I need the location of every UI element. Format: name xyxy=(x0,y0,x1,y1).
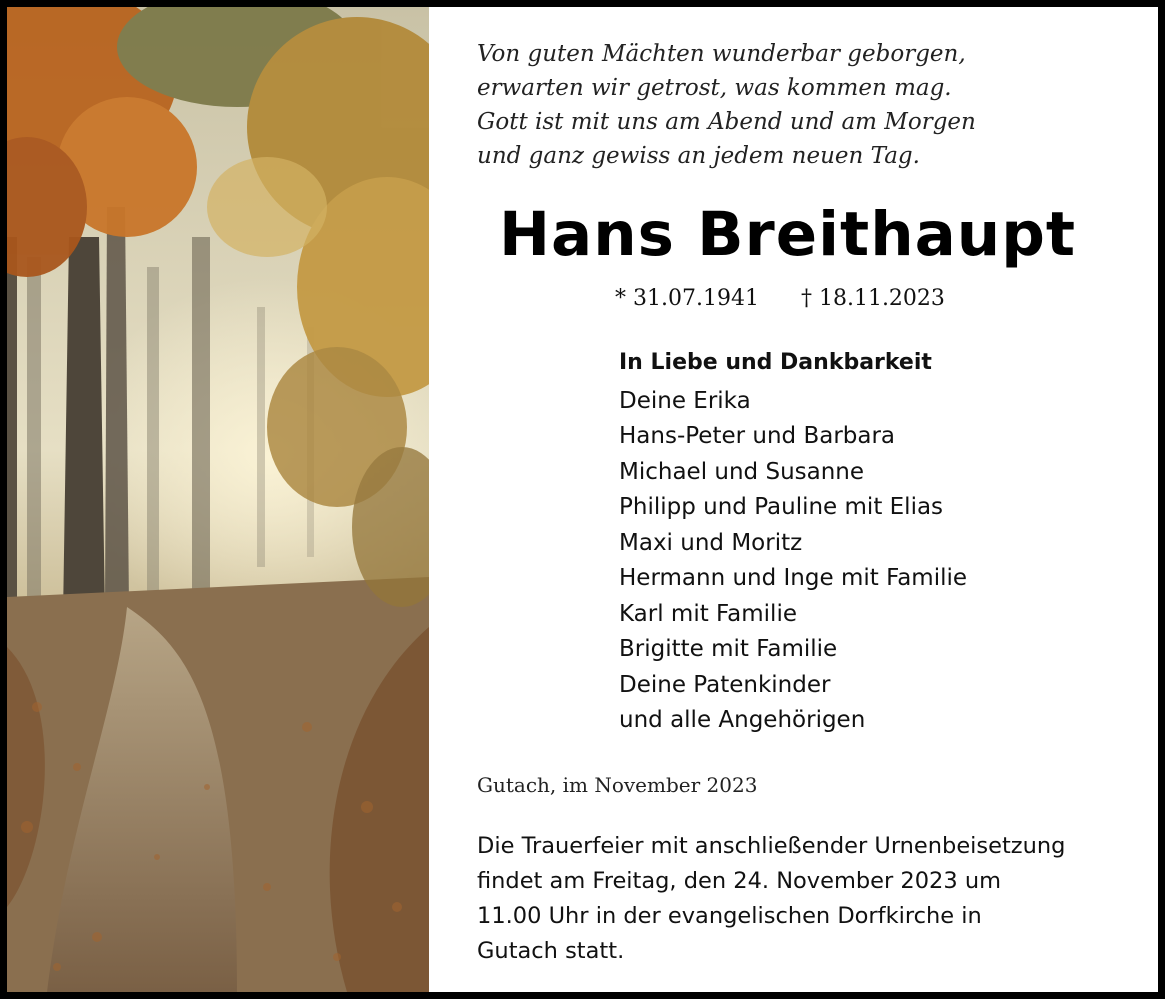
service-line: findet am Freitag, den 24. November 2023 um xyxy=(477,868,1002,894)
obituary-text-panel xyxy=(429,7,1158,992)
autumn-forest-path-image xyxy=(7,7,429,992)
mourner-name: Brigitte mit Familie xyxy=(619,636,838,662)
life-dates xyxy=(615,286,945,311)
place-and-date: Gutach, im November 2023 xyxy=(477,773,758,797)
mourner-name: Deine Erika xyxy=(619,387,751,414)
birth-date: * 31.07.1941 xyxy=(615,286,759,311)
mourner-name: und alle Angehörigen xyxy=(619,707,866,733)
mourner-name: Deine Patenkinder xyxy=(619,671,831,698)
mourners-heading: In Liebe und Dankbarkeit xyxy=(619,350,932,375)
mourner-name: Michael und Susanne xyxy=(619,458,865,485)
poem-line: erwarten wir getrost, was kommen mag. xyxy=(477,75,952,101)
service-line: Die Trauerfeier mit anschließender Urnenbeisetzung xyxy=(477,833,1066,859)
mourner-name: Hermann und Inge mit Familie xyxy=(619,565,968,591)
service-line: Gutach statt. xyxy=(477,938,625,964)
poem-line: und ganz gewiss an jedem neuen Tag. xyxy=(477,143,920,169)
funeral-service-notice xyxy=(477,829,1137,969)
death-date: † 18.11.2023 xyxy=(800,286,945,311)
mourner-name: Karl mit Familie xyxy=(619,600,797,627)
service-line: 11.00 Uhr in der evangelischen Dorfkirche in xyxy=(477,903,982,929)
memorial-poem xyxy=(477,37,976,173)
mourner-name: Philipp und Pauline mit Elias xyxy=(619,494,944,520)
poem-line: Gott ist mit uns am Abend und am Morgen xyxy=(477,109,976,135)
poem-line: Von guten Mächten wunderbar geborgen, xyxy=(477,41,966,67)
mourner-name: Maxi und Moritz xyxy=(619,529,803,556)
mourner-name: Hans-Peter und Barbara xyxy=(619,423,896,449)
deceased-name: Hans Breithaupt xyxy=(499,199,1077,270)
mourners-list xyxy=(619,345,967,739)
